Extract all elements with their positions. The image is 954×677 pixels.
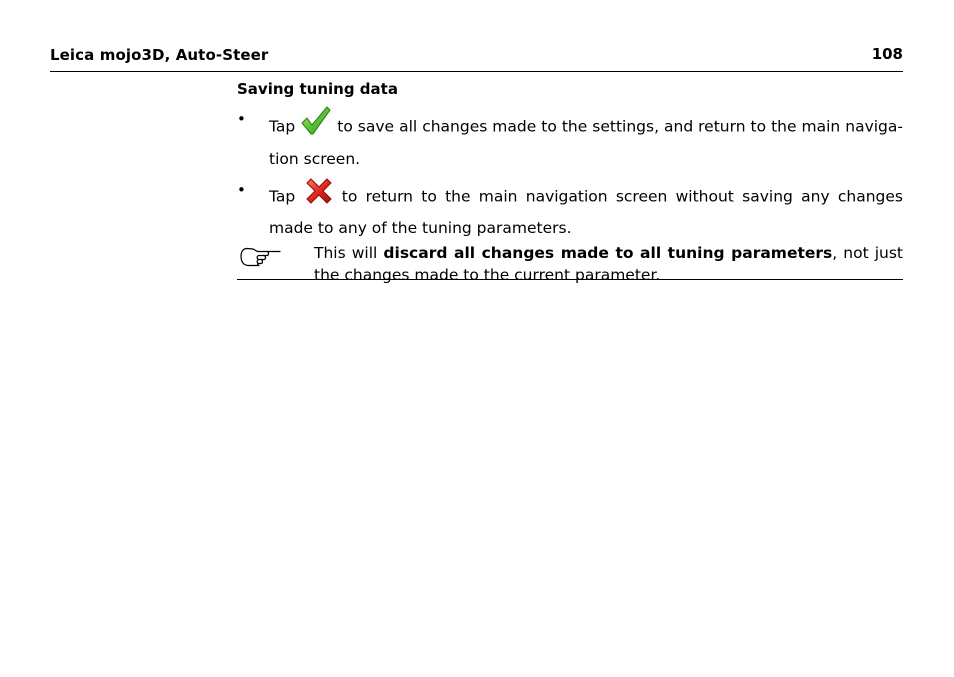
main-content [237, 79, 903, 286]
bullet-cancel [237, 178, 903, 241]
bullet-cancel-text: to return to the main navigation screen without saving any changes made to any of the tuning parameters. [269, 187, 903, 237]
red-x-icon [304, 176, 334, 214]
section-heading: Saving tuning data [237, 80, 398, 98]
checkmark-icon [300, 105, 332, 145]
bullet-save [237, 107, 903, 172]
bullet-lead-text: Tap [269, 117, 296, 136]
document-title: Leica mojo3D, Auto-Steer [50, 46, 269, 64]
bullet-marker: • [237, 110, 246, 128]
note-suffix: , not just the changes made to the current parameter. [314, 244, 904, 284]
page-header [50, 44, 903, 72]
bullet-marker: • [237, 181, 246, 199]
section-divider [237, 279, 903, 280]
page-number: 108 [871, 45, 903, 63]
pointing-hand-icon [239, 246, 281, 274]
note-emphasis: discard all changes made to all tuning parameters [383, 244, 833, 262]
note-prefix: This will [314, 244, 384, 262]
bullet-lead-text: Tap [269, 187, 296, 206]
bullet-save-text: to save all changes made to the settings, and return to the main naviga-tion screen. [269, 117, 903, 168]
